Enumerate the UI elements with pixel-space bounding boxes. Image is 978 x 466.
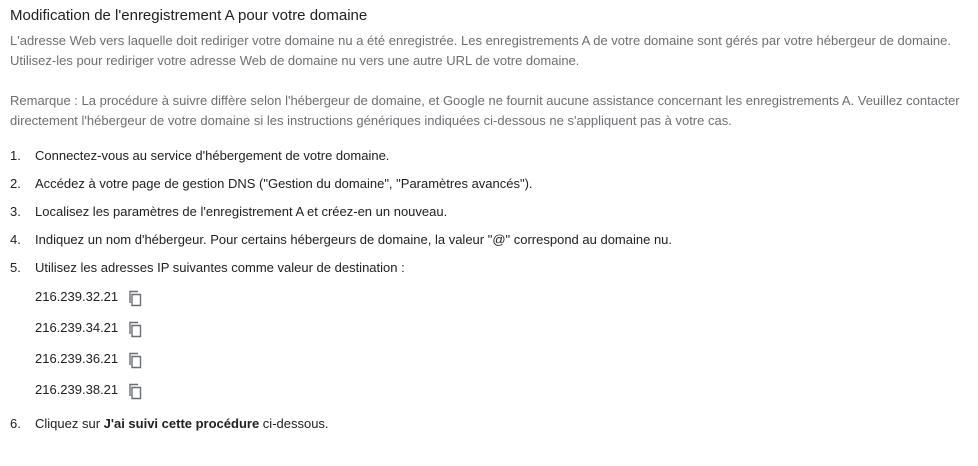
copy-icon[interactable] xyxy=(127,320,145,338)
copy-icon[interactable] xyxy=(127,289,145,307)
step-item xyxy=(10,231,968,249)
step-item xyxy=(10,203,968,221)
step-text: Accédez à votre page de gestion DNS ("Gestion du domaine", "Paramètres avancés"). xyxy=(35,176,533,191)
step-text: Connectez-vous au service d'hébergement de votre domaine. xyxy=(35,148,390,163)
step-text: Utilisez les adresses IP suivantes comme valeur de destination : xyxy=(35,260,405,275)
copy-icon[interactable] xyxy=(127,382,145,400)
ip-address: 216.239.34.21 xyxy=(35,319,119,335)
note-text: Remarque : La procédure à suivre diffère selon l'hébergeur de domaine, et Google ne fournit aucune assistance concernant les enregistrements A. Veuillez contacter directement l'hébergeur de votre domaine si les instructions génériques indiquées ci-dessous ne s'appliquent pas à votre cas. xyxy=(10,93,960,128)
step-item xyxy=(10,175,968,193)
done-button-reference: J'ai suivi cette procédure xyxy=(103,416,260,431)
step-number: 5. xyxy=(10,260,21,275)
ip-address-row xyxy=(35,281,968,312)
step-text: Indiquez un nom d'hébergeur. Pour certains hébergeurs de domaine, la valeur "@" correspond au domaine nu. xyxy=(35,232,673,247)
step-number: 1. xyxy=(10,148,21,163)
step-number: 4. xyxy=(10,232,21,247)
ip-address-row xyxy=(35,343,968,374)
ip-address-row xyxy=(35,374,968,405)
ip-address: 216.239.36.21 xyxy=(35,350,119,366)
ip-address: 216.239.32.21 xyxy=(35,288,119,304)
step-item xyxy=(10,259,968,405)
ip-address: 216.239.38.21 xyxy=(35,381,119,397)
copy-icon[interactable] xyxy=(127,351,145,369)
step-text-after: ci-dessous. xyxy=(259,416,329,431)
step-item xyxy=(10,415,968,433)
intro-text: L'adresse Web vers laquelle doit rediriger votre domaine nu a été enregistrée. Les enregistrements A de votre domaine sont gérés par votre hébergeur de domaine. Utilisez-les pour rediriger votre adresse Web de domaine nu vers une autre URL de votre domaine. xyxy=(10,33,951,68)
ip-address-row xyxy=(35,312,968,343)
step-text: Localisez les paramètres de l'enregistrement A et créez-en un nouveau. xyxy=(35,204,448,219)
page-title: Modification de l'enregistrement A pour votre domaine xyxy=(10,7,368,24)
step-number: 2. xyxy=(10,176,21,191)
step-number: 6. xyxy=(10,416,21,431)
step-number: 3. xyxy=(10,204,21,219)
step-item xyxy=(10,147,968,165)
step-text-before: Cliquez sur xyxy=(35,416,104,431)
steps-list xyxy=(10,147,968,433)
ip-address-list xyxy=(35,281,968,405)
